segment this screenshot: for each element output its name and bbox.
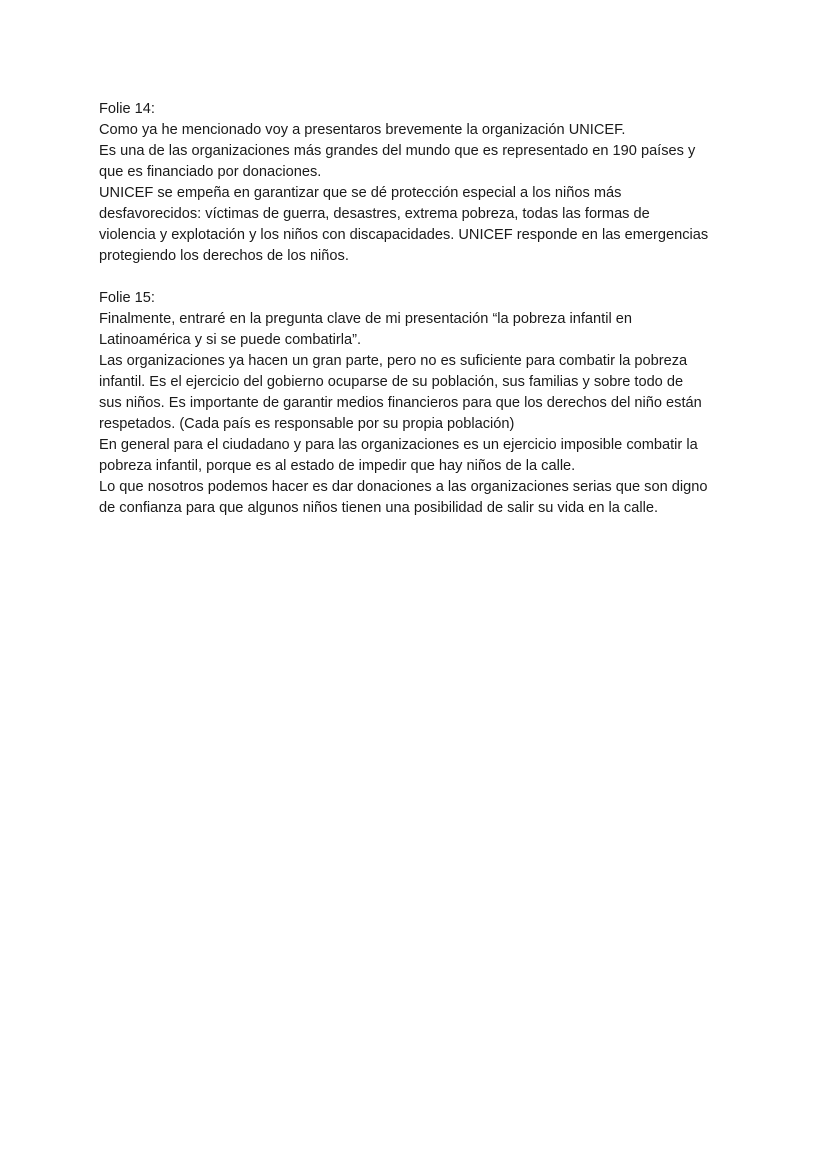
paragraph-line: Las organizaciones ya hacen un gran parte, pero no es suficiente para combatir la pobreza xyxy=(99,353,688,369)
paragraph-line: Lo que nosotros podemos hacer es dar donaciones a las organizaciones serias que son digno xyxy=(99,479,708,495)
section-folie-14 xyxy=(99,99,739,267)
paragraph-line: Latinoamérica y si se puede combatirla”. xyxy=(99,332,362,348)
paragraph-line: violencia y explotación y los niños con discapacidades. UNICEF responde en las emergencias xyxy=(99,227,709,243)
paragraph-line: de confianza para que algunos niños tienen una posibilidad de salir su vida en la calle. xyxy=(99,500,659,516)
paragraph-line: En general para el ciudadano y para las organizaciones es un ejercicio imposible combatir la xyxy=(99,437,698,453)
paragraph-line: Es una de las organizaciones más grandes del mundo que es representado en 190 países y xyxy=(99,143,696,159)
paragraph-line: Finalmente, entraré en la pregunta clave de mi presentación “la pobreza infantil en xyxy=(99,311,632,327)
paragraph-line: UNICEF se empeña en garantizar que se dé protección especial a los niños más xyxy=(99,185,622,201)
paragraph-line: infantil. Es el ejercicio del gobierno ocuparse de su población, sus familias y sobre todo de xyxy=(99,374,684,390)
section-heading: Folie 14: xyxy=(99,101,155,117)
paragraph-line: desfavorecidos: víctimas de guerra, desastres, extrema pobreza, todas las formas de xyxy=(99,206,650,222)
section-heading: Folie 15: xyxy=(99,290,155,306)
paragraph-line: Como ya he mencionado voy a presentaros brevemente la organización UNICEF. xyxy=(99,122,626,138)
paragraph-line: protegiendo los derechos de los niños. xyxy=(99,248,349,264)
paragraph-line: sus niños. Es importante de garantir medios financieros para que los derechos del niño están xyxy=(99,395,702,411)
section-folie-15 xyxy=(99,288,739,519)
paragraph-line: respetados. (Cada país es responsable por su propia población) xyxy=(99,416,515,432)
paragraph-line: que es financiado por donaciones. xyxy=(99,164,322,180)
document-body xyxy=(99,99,739,540)
paragraph-line: pobreza infantil, porque es al estado de impedir que hay niños de la calle. xyxy=(99,458,576,474)
